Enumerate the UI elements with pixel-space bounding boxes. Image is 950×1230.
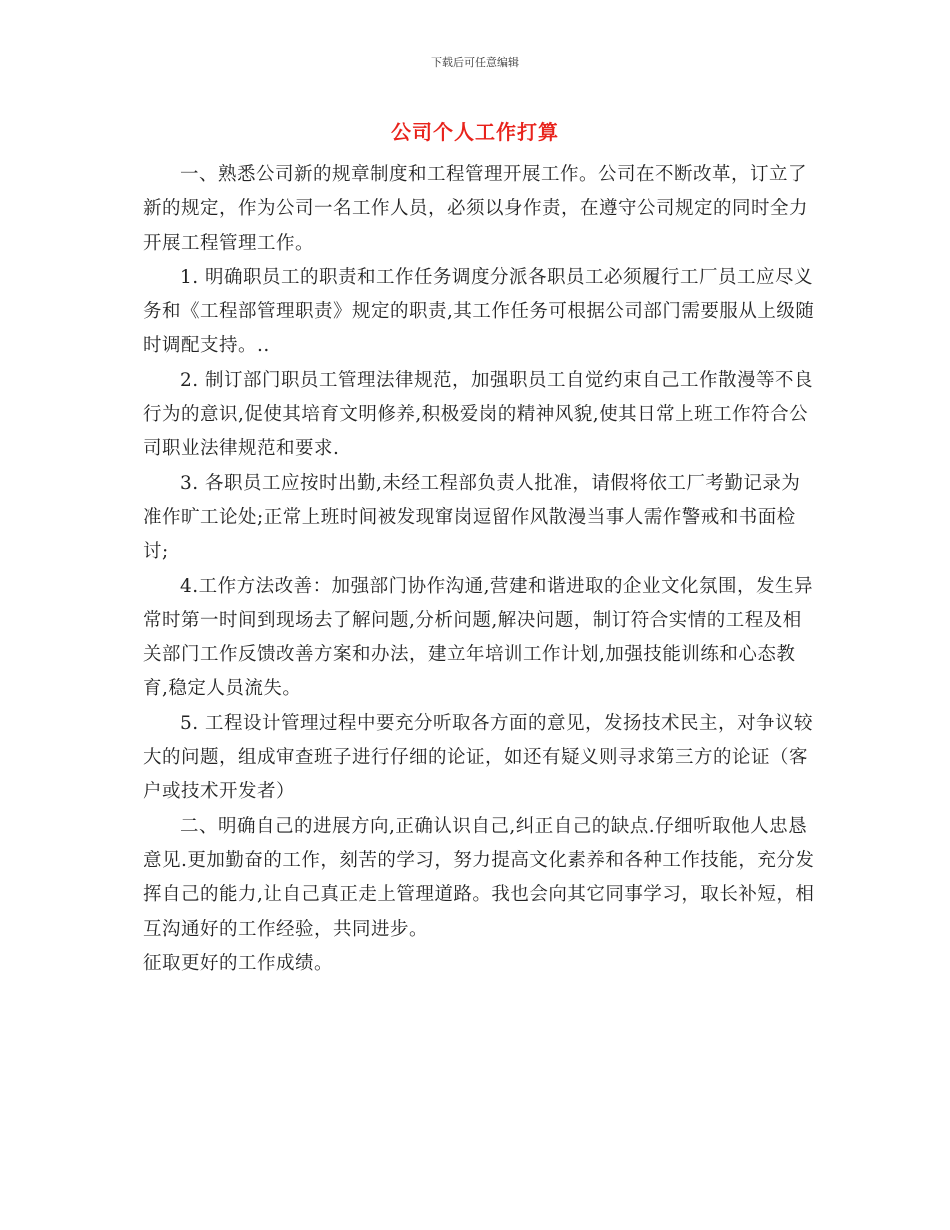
paragraph: 二、明确自己的进展方向,正确认识自己,纠正自己的缺点.仔细听取他人忠恳意见.更加勤奋的工作，刻苦的学习，努力提高文化素养和各种工作技能，充分发挥自己的能力,让自己真正走上管理道路。我也会向其它同事学习，取长补短，相互沟通好的工作经验，共同进步。 — [143, 815, 815, 940]
paragraph-closing: 征取更好的工作成绩。 — [143, 952, 334, 974]
paragraph: 3. 各职员工应按时出勤,未经工程部负责人批准，请假将依工厂考勤记录为准作旷工论处;正常上班时间被发现窜岗逗留作风散漫当事人需作警戒和书面检讨; — [143, 472, 801, 563]
document-body — [143, 158, 815, 981]
header-note: 下载后可任意编辑 — [431, 56, 519, 69]
paragraph: 5. 工程设计管理过程中要充分听取各方面的意见，发扬技术民主，对争议较大的问题，组成审查班子进行仔细的论证，如还有疑义则寻求第三方的论证（客户或技术开发者） — [143, 712, 814, 803]
paragraph: 1. 明确职员工的职责和工作任务调度分派各职员工必须履行工厂员工应尽义务和《工程部管理职责》规定的职责,其工作任务可根据公司部门需要服从上级随时调配支持。.. — [143, 266, 815, 357]
document-title: 公司个人工作打算 — [391, 120, 559, 144]
paragraph: 4.工作方法改善：加强部门协作沟通,营建和谐进取的企业文化氛围，发生异常时第一时间到现场去了解问题,分析问题,解决问题，制订符合实情的工程及相关部门工作反馈改善方案和办法，建立年培训工作计划,加强技能训练和心态教育,稳定人员流失。 — [143, 575, 814, 700]
paragraph: 2. 制订部门职员工管理法律规范，加强职员工自觉约束自己工作散漫等不良行为的意识,促使其培育文明修养,积极爱岗的精神风貌,使其日常上班工作符合公司职业法律规范和要求. — [143, 369, 814, 460]
paragraph: 一、熟悉公司新的规章制度和工程管理开展工作。公司在不断改革，订立了新的规定，作为公司一名工作人员，必须以身作责，在遵守公司规定的同时全力开展工程管理工作。 — [143, 164, 809, 254]
